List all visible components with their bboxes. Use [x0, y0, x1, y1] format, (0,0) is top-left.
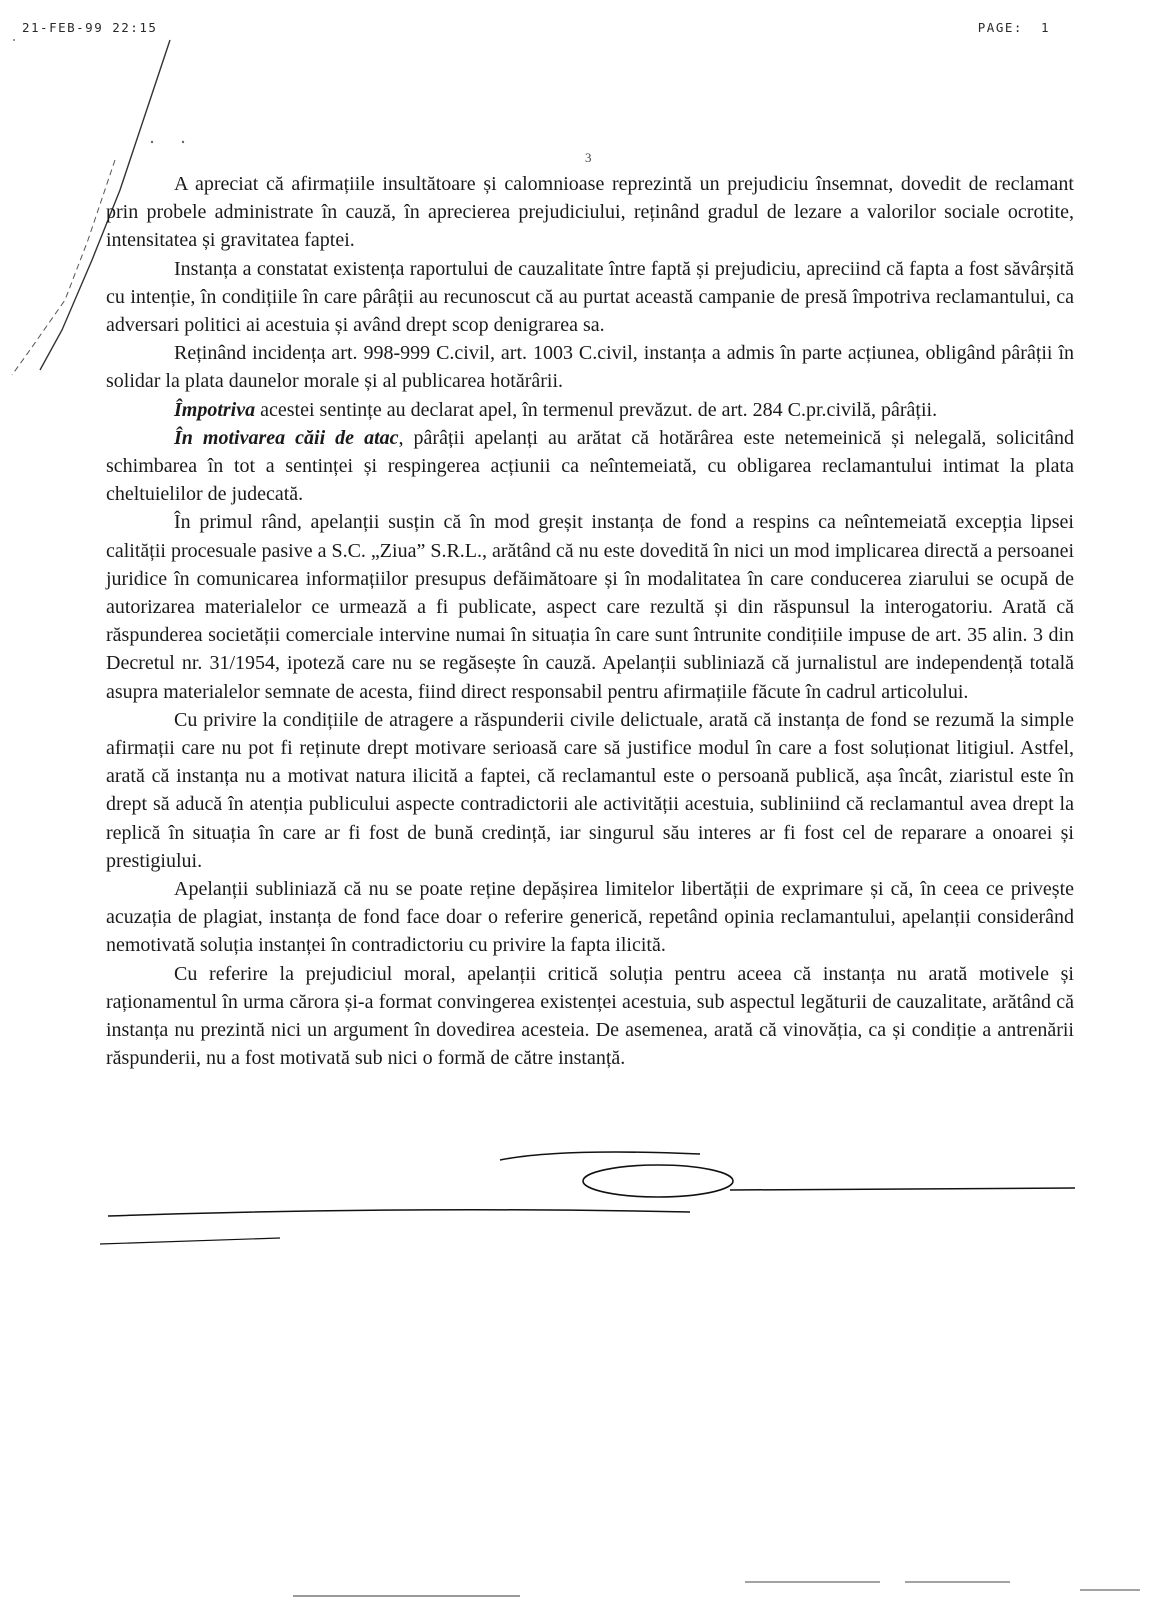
fax-page-indicator — [978, 20, 1050, 35]
scan-dot — [182, 141, 184, 143]
fax-datetime: 21-FEB-99 22:15 — [22, 20, 158, 35]
paragraph-9: Cu referire la prejudiciul moral, apelanții critică soluția pentru aceea că instanța nu arată motivele și raționamentul în urma cărora și-a format convingerea existenței acestuia, sub aspectul legăturii de cauzalitate, arătând că instanța nu prezintă nici un argument în dovedirea acesteia. De asemenea, arată că vinovăția, ca și condiție a antrenării răspunderii, nu a fost motivată sub nici o formă de către instanță. — [106, 962, 1074, 1070]
paragraph-4 — [106, 396, 1074, 424]
paragraph-8: Apelanții subliniază că nu se poate reține depășirea limitelor libertății de exprimare și că, în ceea ce privește acuzația de plagiat, instanța de fond face doar o referire generică, repetând opinia reclamantului, apelanții considerând nemotivată soluția instanței în contradictoriu cu privire la fapta ilicită. — [106, 878, 1074, 957]
fax-header — [0, 20, 1162, 40]
paragraph-2: Instanța a constatat existența raportului de cauzalitate între faptă și prejudiciu, apreciind că fapta a fost săvârșită cu intenție, în condițiile în care pârâții au recunoscut că au purtat această campanie de presă împotriva reclamantului, ca adversari politici ai acestuia și având drept scop denigrarea sa. — [106, 257, 1074, 337]
paragraph-5-text: , pârâții apelanți au arătat că hotărârea este netemeinică și nelegală, solicitând schimbarea în tot a sentinței și respingerea acțiunii ca neîntemeiată, cu obligarea reclamantului intimat la plata cheltuielilor de judecată. — [106, 426, 1075, 506]
paragraph-1: A apreciat că afirmațiile insultătoare și calomnioase reprezintă un prejudiciu însemnat, dovedit de reclamant prin probele administrate în cauză, în aprecierea prejudiciului, reținând gradul de lezare a valorilor sociale ocrotite, intensitatea și gravitatea faptei. — [106, 173, 1074, 252]
handwritten-underline-2 — [730, 1188, 1075, 1190]
document-body — [106, 170, 1074, 1073]
fax-page-label: PAGE: — [977, 20, 1023, 35]
paragraph-5 — [106, 424, 1074, 509]
handwritten-circle-plagiat — [583, 1165, 733, 1197]
paragraph-7: Cu privire la condițiile de atragere a răspunderii civile delictuale, arată că instanța de fond se rezumă la simple afirmații care nu pot fi reținute drept motivare serioasă care să justifice modul în care a fost soluționat litigiul. Astfel, arată că instanța nu a motivat natura ilicită a faptei, că reclamantul este o persoană publică, așa încât, ziaristul este în drept să aducă în atenția publicului aspecte contradictorii ale activității acestuia, subliniind că reclamantul avea drept la replică în situația în care ar fi fost de bună credință, iar singurul său interes ar fi fost cel de reparare a onoarei și prestigiului. — [106, 708, 1074, 872]
scan-dot — [151, 141, 153, 143]
handwritten-underline-1 — [500, 1152, 700, 1160]
paragraph-5-lead: În motivarea căii de atac — [174, 426, 399, 449]
paragraph-6: În primul rând, apelanții susțin că în mod greșit instanța de fond a respins ca neîntemeiată excepția lipsei calității procesuale pasive a S.C. „Ziua” S.R.L., arătând că nu este dovedită în nici un mod implicarea directă a persoanei juridice în comunicarea informațiilor presupus defăimătoare și în modalitatea în care conducerea ziarului se ocupă de autorizarea materialelor ce urmează a fi publicate, aspect care rezultă și din răspunsul la interogatoriu. Arată că răspunderea societății comerciale intervine numai în situația în care sunt întrunite condițiile impuse de art. 35 alin. 3 din Decretul nr. 31/1954, ipoteză care nu se regăsește în cauză. Apelanții subliniază că jurnalistul are independență totală asupra materialelor semnate de acesta, fiind direct responsabil pentru afirmațiile făcute în cadrul articolului. — [106, 511, 1074, 703]
fax-page-number: 1 — [1040, 20, 1050, 35]
paragraph-4-lead: Împotriva — [174, 398, 256, 421]
paragraph-4-text: acestei sentințe au declarat apel, în termenul prevăzut. de art. 284 C.pr.civilă, pârâții. — [255, 398, 938, 421]
handwritten-underline-3 — [108, 1210, 690, 1216]
paragraph-3: Reținând incidența art. 998-999 C.civil, art. 1003 C.civil, instanța a admis în parte acțiunea, obligând pârâții în solidar la plata daunelor morale și al publicarea hotărârii. — [106, 342, 1074, 393]
page-mark: 3 — [585, 150, 592, 165]
margin-pen-stroke-2 — [12, 160, 115, 375]
handwritten-underline-4 — [100, 1238, 280, 1244]
